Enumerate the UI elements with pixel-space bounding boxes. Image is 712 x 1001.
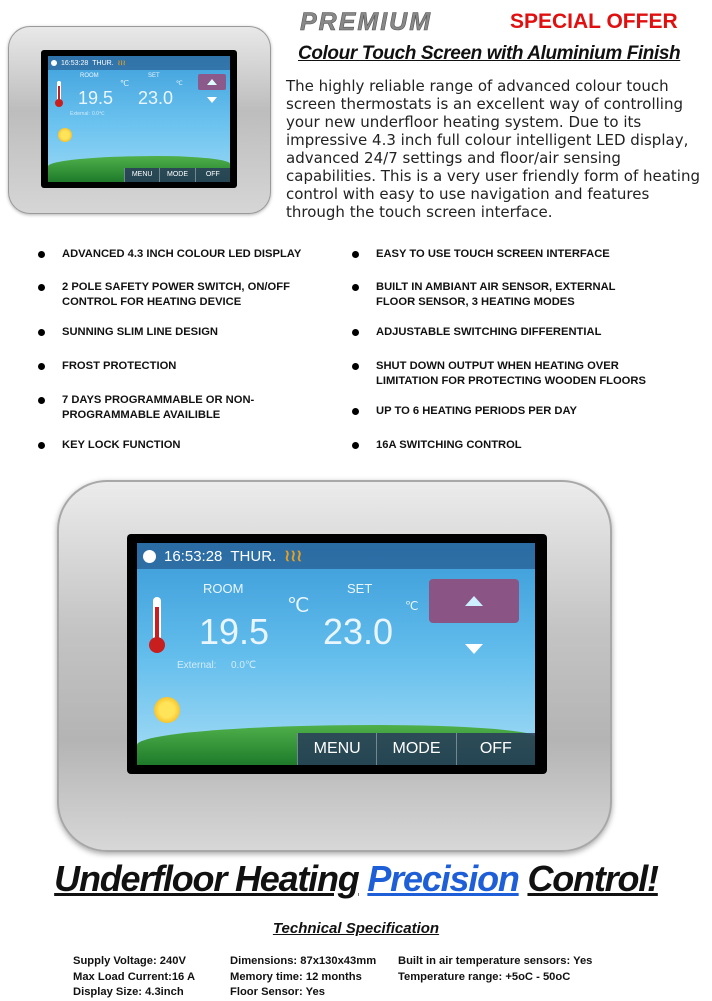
large-set-temp: 23.0 [323, 611, 394, 652]
sun-icon [58, 128, 72, 142]
small-room-label: ROOM [80, 73, 99, 79]
spec-item: Temperature range: +5oC - 50oC [398, 970, 571, 983]
bullet-icon [38, 251, 45, 258]
bullet-icon [38, 284, 45, 291]
large-external-value: 0.0℃ [231, 660, 257, 671]
clock-icon [143, 550, 156, 563]
small-screen [41, 50, 237, 188]
bullet-icon [38, 363, 45, 370]
large-external-label: External: [177, 660, 217, 671]
spec-item: Max Load Current:16 A [73, 970, 196, 983]
headline-part3: Control! [527, 858, 658, 899]
small-status-bar [48, 56, 230, 70]
spec-item: Memory time: 12 months [230, 970, 362, 983]
thermostat-small-image [8, 26, 271, 214]
small-mode-button: MODE [159, 168, 194, 182]
bullet-icon [38, 397, 45, 404]
large-set-label: SET [347, 581, 373, 596]
up-arrow-icon [429, 579, 519, 623]
spec-item: Floor Sensor: Yes [230, 986, 325, 998]
special-offer-label: SPECIAL OFFER [510, 10, 678, 33]
intro-paragraph: The highly reliable range of advanced colour touch screen thermostats is an excellent way of controlling your new underfloor heating system. Due to its impressive 4.3 inch full colour intelligent LED display, advanced 24/7 settings and floor/air sensing capabilities. This is a very user friendly form of heating control with easy to use navigation and features through the touch screen interface. [286, 77, 700, 221]
small-set-label: SET [148, 73, 160, 79]
bullet-icon [352, 363, 359, 370]
small-external-value: 0.0℃ [92, 111, 105, 117]
large-room-label: ROOM [203, 581, 244, 596]
bullet-icon [352, 442, 359, 449]
small-day: THUR. [92, 59, 114, 67]
large-status-bar [137, 543, 535, 569]
tech-spec-title: Technical Specification [272, 920, 440, 937]
sun-icon [154, 697, 180, 723]
large-unit-room: ℃ [287, 595, 310, 617]
headline-part1: Underfloor Heating [54, 858, 359, 899]
bullet-icon [38, 442, 45, 449]
small-lcd [48, 56, 230, 182]
spec-item: Built in air temperature sensors: Yes [398, 955, 593, 967]
large-room-temp: 19.5 [199, 611, 270, 652]
up-arrow-icon [198, 74, 226, 90]
small-down-arrow-button [198, 92, 226, 108]
small-menu-button: MENU [124, 168, 159, 182]
large-down-arrow-button [429, 627, 519, 671]
large-day: THUR. [230, 547, 277, 565]
spec-item: Dimensions: 87x130x43mm [230, 955, 377, 967]
small-button-bar [124, 168, 230, 182]
large-up-arrow-button [429, 579, 519, 623]
thermometer-icon [147, 595, 167, 655]
small-set-temp: 23.0 [138, 88, 174, 108]
clock-icon [51, 60, 57, 66]
heat-waves-icon: ≀≀≀ [284, 548, 303, 565]
spec-item: Display Size: 4.3inch [73, 986, 184, 998]
premium-heading: PREMIUM [300, 8, 433, 36]
spec-item: Supply Voltage: 240V [73, 955, 186, 967]
heat-waves-icon: ≀≀≀ [117, 60, 126, 67]
small-room-temp: 19.5 [78, 88, 114, 108]
small-external-label: External: [70, 111, 90, 117]
small-time: 16:53:28 [61, 59, 89, 67]
large-mode-button: MODE [376, 733, 455, 765]
thermometer-icon [54, 80, 64, 108]
down-arrow-icon [198, 92, 226, 108]
specs-column-2 [230, 954, 376, 1001]
large-menu-button: MENU [297, 733, 376, 765]
bullet-icon [352, 284, 359, 291]
specs-column-1 [73, 954, 195, 1001]
down-arrow-icon [429, 627, 519, 671]
large-unit-set: ℃ [405, 599, 419, 613]
small-unit-set: ℃ [176, 81, 183, 87]
large-off-button: OFF [456, 733, 535, 765]
specs-column-3 [398, 954, 592, 985]
bullet-icon [352, 408, 359, 415]
bullet-icon [352, 329, 359, 336]
headline-precision: Precision [367, 858, 519, 899]
bullet-icon [38, 329, 45, 336]
headline [0, 858, 712, 900]
large-button-bar [297, 733, 535, 765]
large-screen [127, 534, 547, 774]
bullet-icon [352, 251, 359, 258]
product-subtitle: Colour Touch Screen with Aluminium Finish [298, 43, 681, 64]
large-lcd [137, 543, 535, 765]
large-time: 16:53:28 [164, 547, 223, 565]
small-unit-room: ℃ [120, 79, 129, 88]
small-off-button: OFF [195, 168, 230, 182]
thermostat-large-image [57, 480, 612, 852]
small-up-arrow-button [198, 74, 226, 90]
